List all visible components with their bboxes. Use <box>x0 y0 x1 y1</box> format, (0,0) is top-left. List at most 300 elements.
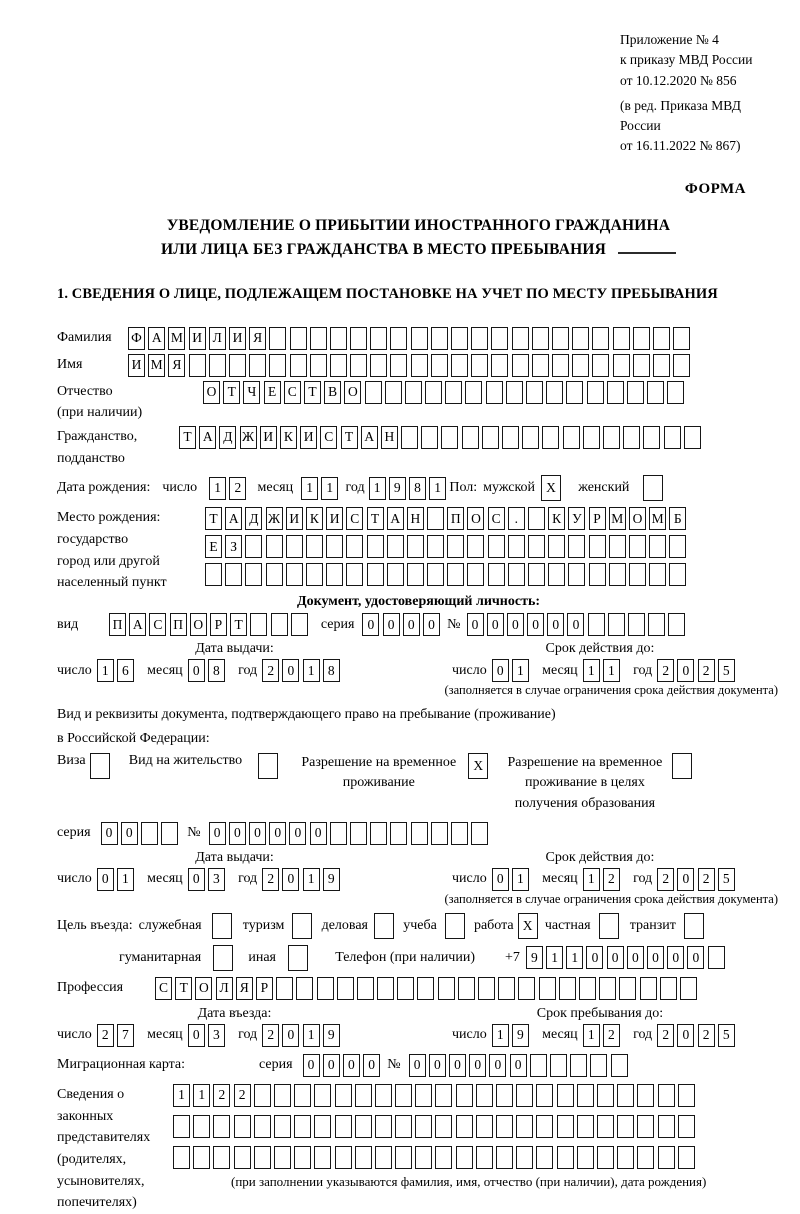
char-cell[interactable] <box>623 426 640 449</box>
char-cell[interactable] <box>684 426 701 449</box>
char-cell[interactable] <box>592 327 609 350</box>
char-cell[interactable]: 0 <box>567 613 584 636</box>
char-cell[interactable] <box>518 977 535 1000</box>
char-cell[interactable]: 0 <box>323 1054 340 1077</box>
char-cell[interactable]: 2 <box>262 868 279 891</box>
doc-number-input[interactable] <box>467 613 689 636</box>
char-cell[interactable]: 0 <box>507 613 524 636</box>
char-cell[interactable]: 0 <box>282 1024 299 1047</box>
char-cell[interactable] <box>532 354 549 377</box>
char-cell[interactable]: М <box>649 507 666 530</box>
char-cell[interactable]: 0 <box>487 613 504 636</box>
char-cell[interactable] <box>660 977 677 1000</box>
char-cell[interactable] <box>522 426 539 449</box>
char-cell[interactable] <box>465 381 482 404</box>
char-cell[interactable] <box>374 913 394 939</box>
char-cell[interactable] <box>658 1146 675 1169</box>
char-cell[interactable] <box>254 1146 271 1169</box>
char-cell[interactable]: Я <box>168 354 185 377</box>
char-cell[interactable]: 0 <box>249 822 266 845</box>
char-cell[interactable]: X <box>518 913 538 939</box>
char-cell[interactable]: 0 <box>409 1054 426 1077</box>
sex-male-checkbox[interactable] <box>541 475 564 501</box>
char-cell[interactable] <box>387 563 404 586</box>
char-cell[interactable] <box>407 563 424 586</box>
char-cell[interactable] <box>355 1115 372 1138</box>
birth-day-input[interactable] <box>209 477 249 500</box>
char-cell[interactable] <box>421 426 438 449</box>
char-cell[interactable] <box>530 1054 547 1077</box>
char-cell[interactable] <box>568 535 585 558</box>
char-cell[interactable] <box>653 327 670 350</box>
doc-valid-day-input[interactable] <box>492 659 532 682</box>
char-cell[interactable] <box>613 327 630 350</box>
char-cell[interactable]: Ж <box>240 426 257 449</box>
char-cell[interactable] <box>447 563 464 586</box>
char-cell[interactable] <box>294 1084 311 1107</box>
char-cell[interactable]: 0 <box>449 1054 466 1077</box>
char-cell[interactable] <box>330 327 347 350</box>
char-cell[interactable]: О <box>190 613 207 636</box>
char-cell[interactable]: 1 <box>429 477 446 500</box>
char-cell[interactable]: 0 <box>586 946 603 969</box>
char-cell[interactable] <box>411 822 428 845</box>
char-cell[interactable] <box>294 1115 311 1138</box>
char-cell[interactable] <box>557 1084 574 1107</box>
char-cell[interactable]: 5 <box>718 868 735 891</box>
char-cell[interactable] <box>577 1115 594 1138</box>
char-cell[interactable] <box>337 977 354 1000</box>
char-cell[interactable] <box>397 977 414 1000</box>
res-issue-day-input[interactable] <box>97 868 137 891</box>
char-cell[interactable] <box>496 1115 513 1138</box>
char-cell[interactable] <box>435 1115 452 1138</box>
char-cell[interactable] <box>680 977 697 1000</box>
char-cell[interactable]: И <box>300 426 317 449</box>
char-cell[interactable] <box>559 977 576 1000</box>
char-cell[interactable] <box>213 1146 230 1169</box>
char-cell[interactable]: 0 <box>677 868 694 891</box>
char-cell[interactable] <box>668 613 685 636</box>
char-cell[interactable]: Т <box>175 977 192 1000</box>
char-cell[interactable]: Е <box>264 381 281 404</box>
char-cell[interactable]: 0 <box>383 613 400 636</box>
char-cell[interactable]: Я <box>249 327 266 350</box>
res-number-input[interactable] <box>209 822 492 845</box>
char-cell[interactable]: А <box>387 507 404 530</box>
char-cell[interactable]: 2 <box>657 1024 674 1047</box>
char-cell[interactable] <box>173 1115 190 1138</box>
char-cell[interactable] <box>482 426 499 449</box>
char-cell[interactable] <box>456 1115 473 1138</box>
char-cell[interactable]: 3 <box>208 868 225 891</box>
stay-year-input[interactable] <box>657 1024 738 1047</box>
char-cell[interactable]: 1 <box>301 477 318 500</box>
char-cell[interactable]: О <box>203 381 220 404</box>
doc-issue-year-input[interactable] <box>262 659 343 682</box>
char-cell[interactable] <box>467 563 484 586</box>
char-cell[interactable] <box>290 327 307 350</box>
purpose-study-checkbox[interactable] <box>445 913 468 939</box>
char-cell[interactable] <box>536 1146 553 1169</box>
char-cell[interactable]: 0 <box>677 1024 694 1047</box>
char-cell[interactable] <box>141 822 158 845</box>
char-cell[interactable]: 7 <box>117 1024 134 1047</box>
char-cell[interactable]: Т <box>367 507 384 530</box>
char-cell[interactable] <box>587 381 604 404</box>
temp-residence-edu-checkbox[interactable] <box>672 753 695 779</box>
char-cell[interactable]: 0 <box>647 946 664 969</box>
char-cell[interactable] <box>633 327 650 350</box>
char-cell[interactable] <box>488 563 505 586</box>
char-cell[interactable] <box>234 1115 251 1138</box>
char-cell[interactable] <box>411 327 428 350</box>
char-cell[interactable] <box>306 535 323 558</box>
purpose-transit-checkbox[interactable] <box>684 913 707 939</box>
char-cell[interactable]: М <box>148 354 165 377</box>
char-cell[interactable]: 2 <box>262 659 279 682</box>
purpose-tourism-checkbox[interactable] <box>292 913 315 939</box>
char-cell[interactable]: 0 <box>469 1054 486 1077</box>
char-cell[interactable] <box>367 535 384 558</box>
char-cell[interactable] <box>290 354 307 377</box>
doc-series-input[interactable] <box>362 613 443 636</box>
char-cell[interactable] <box>276 977 293 1000</box>
char-cell[interactable] <box>619 977 636 1000</box>
char-cell[interactable]: 0 <box>188 868 205 891</box>
char-cell[interactable] <box>427 507 444 530</box>
representatives-input-line3[interactable] <box>173 1146 706 1169</box>
char-cell[interactable]: 5 <box>718 659 735 682</box>
char-cell[interactable] <box>516 1084 533 1107</box>
char-cell[interactable] <box>588 613 605 636</box>
char-cell[interactable]: П <box>170 613 187 636</box>
char-cell[interactable] <box>599 913 619 939</box>
char-cell[interactable]: 0 <box>429 1054 446 1077</box>
res-valid-year-input[interactable] <box>657 868 738 891</box>
char-cell[interactable] <box>478 977 495 1000</box>
char-cell[interactable] <box>456 1146 473 1169</box>
char-cell[interactable] <box>377 977 394 1000</box>
entry-month-input[interactable] <box>188 1024 228 1047</box>
char-cell[interactable] <box>597 1084 614 1107</box>
char-cell[interactable]: 1 <box>303 659 320 682</box>
char-cell[interactable] <box>193 1115 210 1138</box>
char-cell[interactable] <box>552 327 569 350</box>
char-cell[interactable] <box>633 354 650 377</box>
char-cell[interactable] <box>212 913 232 939</box>
char-cell[interactable] <box>590 1054 607 1077</box>
char-cell[interactable]: 1 <box>369 477 386 500</box>
char-cell[interactable]: 0 <box>188 1024 205 1047</box>
char-cell[interactable] <box>496 1146 513 1169</box>
char-cell[interactable] <box>355 1146 372 1169</box>
char-cell[interactable] <box>471 822 488 845</box>
char-cell[interactable] <box>542 426 559 449</box>
char-cell[interactable] <box>346 535 363 558</box>
char-cell[interactable]: Ж <box>266 507 283 530</box>
char-cell[interactable] <box>365 381 382 404</box>
char-cell[interactable] <box>546 381 563 404</box>
char-cell[interactable]: 9 <box>323 1024 340 1047</box>
char-cell[interactable]: О <box>344 381 361 404</box>
char-cell[interactable]: 0 <box>282 868 299 891</box>
char-cell[interactable] <box>245 563 262 586</box>
char-cell[interactable] <box>563 426 580 449</box>
char-cell[interactable] <box>678 1115 695 1138</box>
char-cell[interactable]: 2 <box>603 1024 620 1047</box>
char-cell[interactable] <box>286 563 303 586</box>
char-cell[interactable] <box>274 1084 291 1107</box>
char-cell[interactable]: 2 <box>234 1084 251 1107</box>
char-cell[interactable] <box>684 913 704 939</box>
char-cell[interactable] <box>435 1146 452 1169</box>
char-cell[interactable] <box>415 1115 432 1138</box>
char-cell[interactable]: 1 <box>512 868 529 891</box>
char-cell[interactable] <box>577 1146 594 1169</box>
profession-input[interactable] <box>155 977 700 1000</box>
char-cell[interactable]: 0 <box>101 822 118 845</box>
char-cell[interactable]: Ч <box>243 381 260 404</box>
char-cell[interactable] <box>438 977 455 1000</box>
char-cell[interactable] <box>589 535 606 558</box>
char-cell[interactable] <box>395 1084 412 1107</box>
char-cell[interactable]: 1 <box>303 1024 320 1047</box>
char-cell[interactable]: 1 <box>492 1024 509 1047</box>
char-cell[interactable] <box>213 945 233 971</box>
char-cell[interactable]: С <box>155 977 172 1000</box>
purpose-private-checkbox[interactable] <box>599 913 622 939</box>
char-cell[interactable] <box>355 1084 372 1107</box>
char-cell[interactable] <box>415 1084 432 1107</box>
char-cell[interactable] <box>296 977 313 1000</box>
temp-residence-checkbox[interactable] <box>468 753 491 779</box>
char-cell[interactable]: 0 <box>627 946 644 969</box>
char-cell[interactable]: Р <box>256 977 273 1000</box>
char-cell[interactable] <box>350 822 367 845</box>
char-cell[interactable] <box>225 563 242 586</box>
char-cell[interactable] <box>471 354 488 377</box>
char-cell[interactable] <box>269 327 286 350</box>
char-cell[interactable]: Т <box>341 426 358 449</box>
char-cell[interactable] <box>213 1115 230 1138</box>
doc-issue-day-input[interactable] <box>97 659 137 682</box>
char-cell[interactable] <box>266 563 283 586</box>
char-cell[interactable]: 5 <box>718 1024 735 1047</box>
char-cell[interactable] <box>431 354 448 377</box>
char-cell[interactable]: 0 <box>677 659 694 682</box>
char-cell[interactable]: 0 <box>229 822 246 845</box>
char-cell[interactable]: 2 <box>262 1024 279 1047</box>
char-cell[interactable]: 0 <box>489 1054 506 1077</box>
sex-female-checkbox[interactable] <box>643 475 666 501</box>
char-cell[interactable] <box>395 1115 412 1138</box>
char-cell[interactable] <box>508 563 525 586</box>
char-cell[interactable] <box>314 1084 331 1107</box>
char-cell[interactable] <box>266 535 283 558</box>
char-cell[interactable] <box>577 1084 594 1107</box>
char-cell[interactable]: 1 <box>117 868 134 891</box>
char-cell[interactable] <box>375 1084 392 1107</box>
char-cell[interactable]: 0 <box>527 613 544 636</box>
char-cell[interactable] <box>673 327 690 350</box>
char-cell[interactable] <box>415 1146 432 1169</box>
char-cell[interactable]: 0 <box>303 1054 320 1077</box>
char-cell[interactable] <box>617 1084 634 1107</box>
char-cell[interactable]: 1 <box>512 659 529 682</box>
doc-valid-month-input[interactable] <box>583 659 623 682</box>
char-cell[interactable] <box>491 327 508 350</box>
char-cell[interactable] <box>425 381 442 404</box>
char-cell[interactable]: 0 <box>547 613 564 636</box>
char-cell[interactable] <box>451 822 468 845</box>
char-cell[interactable]: А <box>129 613 146 636</box>
char-cell[interactable] <box>526 381 543 404</box>
representatives-input-line2[interactable] <box>173 1115 706 1138</box>
char-cell[interactable]: 6 <box>117 659 134 682</box>
char-cell[interactable]: 8 <box>323 659 340 682</box>
char-cell[interactable] <box>516 1146 533 1169</box>
char-cell[interactable] <box>456 1084 473 1107</box>
char-cell[interactable] <box>193 1146 210 1169</box>
birth-month-input[interactable] <box>301 477 341 500</box>
char-cell[interactable]: Р <box>589 507 606 530</box>
char-cell[interactable] <box>173 1146 190 1169</box>
char-cell[interactable] <box>269 354 286 377</box>
birthplace-input-line1[interactable] <box>205 507 690 530</box>
char-cell[interactable]: 0 <box>510 1054 527 1077</box>
char-cell[interactable] <box>445 381 462 404</box>
doc-kind-input[interactable] <box>109 613 311 636</box>
char-cell[interactable]: 1 <box>583 868 600 891</box>
char-cell[interactable] <box>708 946 725 969</box>
char-cell[interactable] <box>488 535 505 558</box>
char-cell[interactable]: У <box>568 507 585 530</box>
char-cell[interactable] <box>570 1054 587 1077</box>
char-cell[interactable] <box>451 327 468 350</box>
char-cell[interactable] <box>506 381 523 404</box>
char-cell[interactable] <box>90 753 110 779</box>
char-cell[interactable] <box>599 977 616 1000</box>
birthplace-input-line3[interactable] <box>205 563 690 586</box>
entry-year-input[interactable] <box>262 1024 343 1047</box>
char-cell[interactable] <box>536 1084 553 1107</box>
res-issue-year-input[interactable] <box>262 868 343 891</box>
char-cell[interactable]: О <box>467 507 484 530</box>
name-input[interactable] <box>128 354 693 377</box>
char-cell[interactable] <box>476 1115 493 1138</box>
char-cell[interactable] <box>387 535 404 558</box>
char-cell[interactable]: 1 <box>97 659 114 682</box>
char-cell[interactable] <box>583 426 600 449</box>
res-valid-day-input[interactable] <box>492 868 532 891</box>
res-issue-month-input[interactable] <box>188 868 228 891</box>
char-cell[interactable] <box>407 535 424 558</box>
char-cell[interactable]: 0 <box>467 613 484 636</box>
char-cell[interactable] <box>390 327 407 350</box>
char-cell[interactable]: М <box>168 327 185 350</box>
char-cell[interactable] <box>314 1146 331 1169</box>
char-cell[interactable] <box>536 1115 553 1138</box>
char-cell[interactable] <box>566 381 583 404</box>
citizenship-input[interactable] <box>179 426 704 449</box>
char-cell[interactable]: 0 <box>269 822 286 845</box>
char-cell[interactable] <box>643 475 663 501</box>
purpose-humanitarian-checkbox[interactable] <box>213 945 236 971</box>
char-cell[interactable] <box>629 563 646 586</box>
char-cell[interactable] <box>658 1115 675 1138</box>
char-cell[interactable]: 0 <box>607 946 624 969</box>
surname-input[interactable] <box>128 327 693 350</box>
char-cell[interactable]: Т <box>230 613 247 636</box>
phone-input[interactable] <box>526 946 728 969</box>
char-cell[interactable]: 0 <box>343 1054 360 1077</box>
char-cell[interactable] <box>512 354 529 377</box>
purpose-official-checkbox[interactable] <box>212 913 235 939</box>
char-cell[interactable] <box>274 1115 291 1138</box>
char-cell[interactable] <box>653 354 670 377</box>
migcard-number-input[interactable] <box>409 1054 631 1077</box>
char-cell[interactable]: 1 <box>321 477 338 500</box>
char-cell[interactable] <box>335 1146 352 1169</box>
char-cell[interactable] <box>427 535 444 558</box>
char-cell[interactable] <box>411 354 428 377</box>
char-cell[interactable]: 1 <box>583 1024 600 1047</box>
char-cell[interactable] <box>637 1115 654 1138</box>
purpose-business-checkbox[interactable] <box>374 913 397 939</box>
char-cell[interactable]: 1 <box>209 477 226 500</box>
char-cell[interactable]: Д <box>219 426 236 449</box>
char-cell[interactable] <box>229 354 246 377</box>
doc-issue-month-input[interactable] <box>188 659 228 682</box>
migcard-series-input[interactable] <box>303 1054 384 1077</box>
char-cell[interactable] <box>350 354 367 377</box>
char-cell[interactable] <box>258 753 278 779</box>
char-cell[interactable]: 2 <box>698 1024 715 1047</box>
char-cell[interactable]: 0 <box>492 868 509 891</box>
char-cell[interactable] <box>357 977 374 1000</box>
char-cell[interactable]: А <box>361 426 378 449</box>
char-cell[interactable] <box>658 1084 675 1107</box>
char-cell[interactable]: 2 <box>97 1024 114 1047</box>
char-cell[interactable]: Е <box>205 535 222 558</box>
char-cell[interactable]: А <box>148 327 165 350</box>
char-cell[interactable] <box>370 822 387 845</box>
res-valid-month-input[interactable] <box>583 868 623 891</box>
char-cell[interactable]: П <box>447 507 464 530</box>
char-cell[interactable] <box>628 613 645 636</box>
char-cell[interactable]: И <box>286 507 303 530</box>
char-cell[interactable] <box>234 1146 251 1169</box>
char-cell[interactable] <box>673 354 690 377</box>
char-cell[interactable]: 0 <box>289 822 306 845</box>
char-cell[interactable]: С <box>346 507 363 530</box>
char-cell[interactable]: 2 <box>213 1084 230 1107</box>
char-cell[interactable] <box>292 913 312 939</box>
char-cell[interactable]: 0 <box>282 659 299 682</box>
char-cell[interactable] <box>548 535 565 558</box>
char-cell[interactable] <box>572 354 589 377</box>
char-cell[interactable] <box>597 1115 614 1138</box>
char-cell[interactable] <box>249 354 266 377</box>
char-cell[interactable]: Н <box>407 507 424 530</box>
char-cell[interactable] <box>617 1115 634 1138</box>
char-cell[interactable] <box>306 563 323 586</box>
char-cell[interactable] <box>401 426 418 449</box>
char-cell[interactable]: 1 <box>603 659 620 682</box>
char-cell[interactable] <box>161 822 178 845</box>
char-cell[interactable]: 2 <box>698 868 715 891</box>
